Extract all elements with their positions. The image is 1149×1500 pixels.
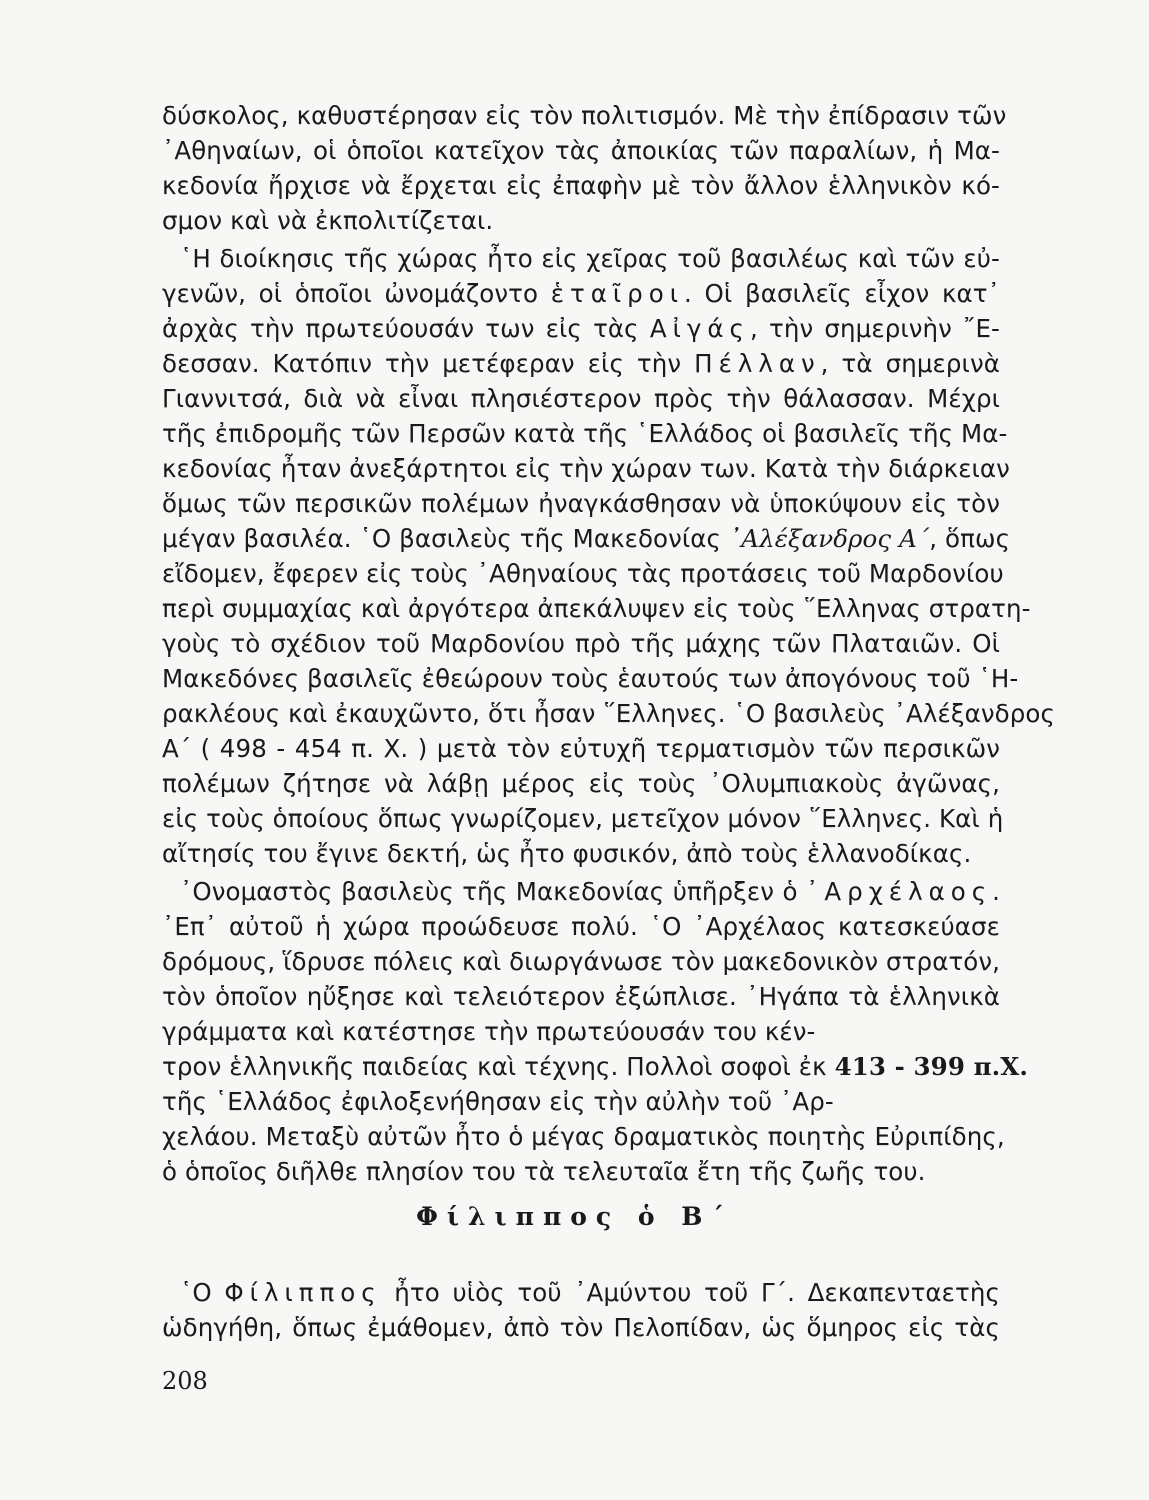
text-line: μέγαν βασιλέα. ῾Ο βασιλεὺς τῆς Μακεδονίας ᾿Αλέξανδρος Α΄, ὅπως (162, 524, 1011, 553)
text-line: δρόμους, ἵδρυσε πόλεις καὶ διωργάνωσε τὸν μακεδονικὸν στρατόν, (162, 947, 1001, 976)
text-line: Α΄ ( 498 - 454 π. Χ. ) μετὰ τὸν εὐτυχῆ τερματισμὸν τῶν περσικῶν (162, 734, 1000, 763)
text-line: ρακλέους καὶ ἐκαυχῶντο, ὅτι ἦσαν ῞Ελληνες. ῾Ο βασιλεὺς ᾿Αλέξανδρος (162, 699, 1055, 728)
text-line: κεδονία ἤρχισε νὰ ἔρχεται εἰς ἐπαφὴν μὲ τὸν ἄλλον ἑλληνικὸν κό- (162, 171, 1000, 200)
text-line: τῆς ἐπιδρομῆς τῶν Περσῶν κατὰ τῆς ῾Ελλάδος οἱ βασιλεῖς τῆς Μα- (162, 419, 1008, 448)
text-line: δύσκολος, καθυστέρησαν εἰς τὸν πολιτισμόν. Μὲ τὴν ἐπίδρασιν τῶν (162, 101, 1007, 130)
text-line: αἴτησίς του ἔγινε δεκτή, ὡς ἦτο φυσικόν, ἀπὸ τοὺς ἑλλανοδίκας. (162, 839, 972, 868)
spaced-term: ἑταῖροι (550, 279, 684, 308)
text-line: κεδονίας ἦταν ἀνεξάρτητοι εἰς τὴν χώραν των. Κατὰ τὴν διάρκειαν (162, 454, 1010, 483)
text-line: ὅμως τῶν περσικῶν πολέμων ἠναγκάσθησαν νὰ ὑποκύψουν εἰς τὸν (162, 489, 1000, 518)
text-line: ᾿Επ᾿ αὐτοῦ ἡ χώρα προώδευσε πολύ. ῾Ο ᾿Αρχέλαος κατεσκεύασε (162, 912, 1000, 941)
text-line: δεσσαν. Κατόπιν τὴν μετέφεραν εἰς τὴν Πέλλαν, τὰ σημερινὰ (162, 349, 1000, 378)
text-line: γράμματα καὶ κατέστησε τὴν πρωτεύουσάν του κέν- (162, 1017, 816, 1046)
text-line: εἰς τοὺς ὁποίους ὅπως γνωρίζομεν, μετεῖχον μόνον ῞Ελληνες. Καὶ ἡ (162, 804, 1004, 833)
text-line: ῾Η διοίκησις τῆς χώρας ἦτο εἰς χεῖρας τοῦ βασιλέως καὶ τῶν εὐ- (180, 244, 1000, 273)
section-heading: Φίλιππος ὁ Β΄ (416, 1202, 733, 1231)
spaced-term: Αἰγάς (649, 314, 750, 343)
italic-name: ᾿Αλέξανδρος Α΄ (728, 524, 930, 553)
text-line: ᾿Αθηναίων, οἱ ὁποῖοι κατεῖχον τὰς ἀποικίας τῶν παραλίων, ἡ Μα- (162, 136, 1000, 165)
text-line: σμον καὶ νὰ ἐκπολιτίζεται. (162, 206, 494, 235)
text-line: Μακεδόνες βασιλεῖς ἐθεώρουν τοὺς ἑαυτούς των ἀπογόνους τοῦ ῾Η- (162, 664, 1019, 693)
text-line: ὁ ὁποῖος διῆλθε πλησίον του τὰ τελευταῖα ἔτη τῆς ζωῆς του. (162, 1157, 926, 1186)
date-range: 413 - 399 π.Χ. (834, 1052, 1029, 1081)
page-number: 208 (162, 1367, 208, 1395)
text-line: γοὺς τὸ σχέδιον τοῦ Μαρδονίου πρὸ τῆς μάχης τῶν Πλαταιῶν. Οἱ (162, 629, 1000, 658)
text-line: τὸν ὁποῖον ηὔξησε καὶ τελειότερον ἐξώπλισε. ᾿Ηγάπα τὰ ἑλληνικὰ (162, 982, 1000, 1011)
spaced-term: ᾿Αρχέλαος (806, 877, 993, 906)
text-line: πολέμων ζήτησε νὰ λάβῃ μέρος εἰς τοὺς ᾿Ολυμπιακοὺς ἀγῶνας, (162, 769, 1000, 798)
text-line: ἀρχὰς τὴν πρωτεύουσάν των εἰς τὰς Αἰγάς, τὴν σημερινὴν ῎Ε- (162, 314, 1000, 343)
text-line: γενῶν, οἱ ὁποῖοι ὠνομάζοντο ἑταῖροι. Οἱ βασιλεῖς εἶχον κατ᾿ (162, 279, 1000, 308)
text-line: εἴδομεν, ἔφερεν εἰς τοὺς ᾿Αθηναίους τὰς προτάσεις τοῦ Μαρδονίου (162, 559, 1004, 588)
text-line: ῾Ο Φίλιππος ἦτο υἱὸς τοῦ ᾿Αμύντου τοῦ Γ΄. Δεκαπενταετὴς (180, 1278, 1000, 1307)
spaced-term: Πέλλαν (694, 349, 821, 378)
text-line: χελάου. Μεταξὺ αὐτῶν ἦτο ὁ μέγας δραματικὸς ποιητὴς Εὐριπίδης, (162, 1122, 1005, 1151)
text-line: ᾿Ονομαστὸς βασιλεὺς τῆς Μακεδονίας ὑπῆρξεν ὁ ᾿Αρχέλαος. (180, 877, 1001, 906)
text-line: Γιαννιτσά, διὰ νὰ εἶναι πλησιέστερον πρὸς τὴν θάλασσαν. Μέχρι (162, 384, 1000, 413)
text-line: τρον ἑλληνικῆς παιδείας καὶ τέχνης. Πολλοὶ σοφοὶ ἐκ 413 - 399 π.Χ. (162, 1052, 1029, 1081)
spaced-term: Φίλιππος (224, 1278, 382, 1307)
text-line: ὡδηγήθη, ὅπως ἐμάθομεν, ἀπὸ τὸν Πελοπίδαν, ὡς ὅμηρος εἰς τὰς (162, 1313, 1000, 1342)
text-line: περὶ συμμαχίας καὶ ἀργότερα ἀπεκάλυψεν εἰς τοὺς ῞Ελληνας στρατη- (162, 594, 1031, 623)
text-line: τῆς ῾Ελλάδος ἐφιλοξενήθησαν εἰς τὴν αὐλὴν τοῦ ᾿Αρ- (162, 1087, 834, 1116)
